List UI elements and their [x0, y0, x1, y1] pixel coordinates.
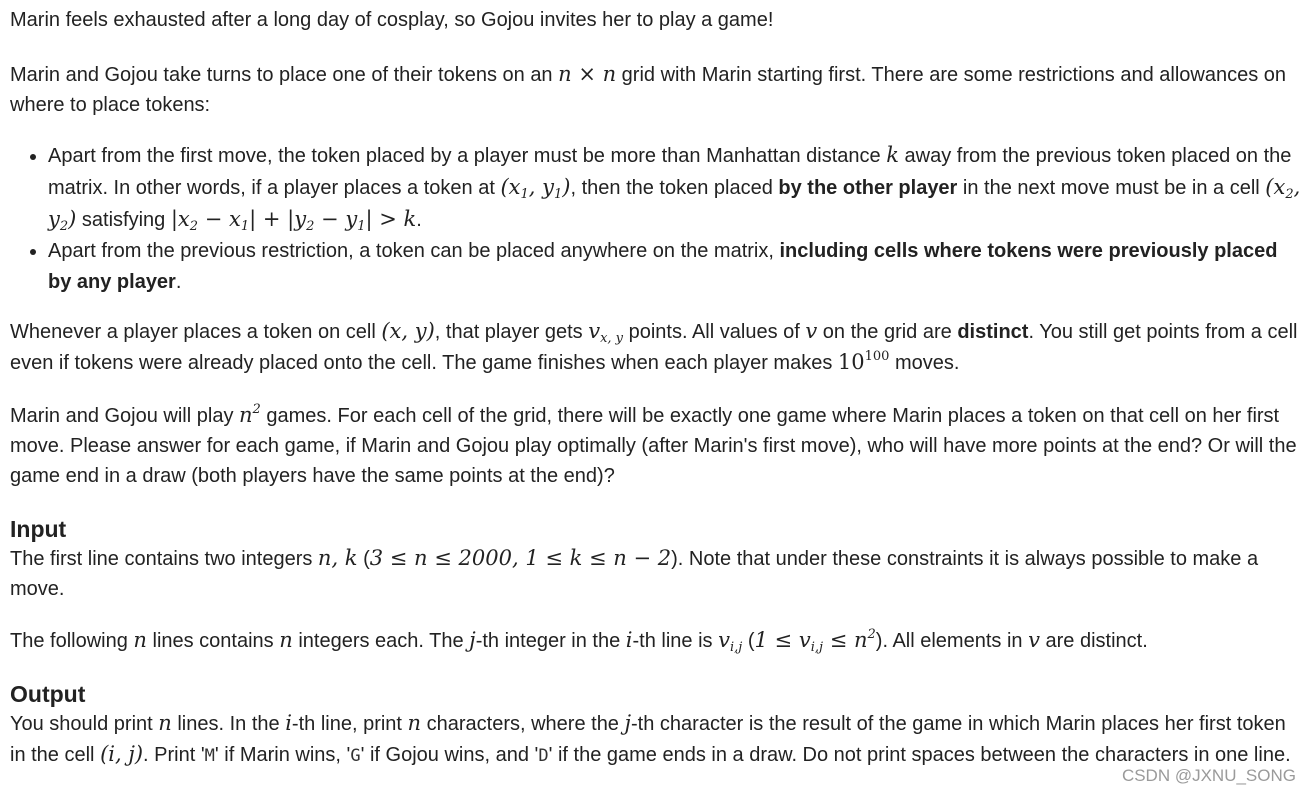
- games-paragraph: [10, 400, 1305, 491]
- output-paragraph: [10, 708, 1305, 771]
- text: . Print ': [143, 744, 205, 766]
- math-k: k: [886, 143, 899, 167]
- math-cell: (x, y): [381, 319, 435, 343]
- math-n-k: n, k: [317, 546, 358, 570]
- math-v: v: [805, 319, 818, 343]
- text: Whenever a player places a token on cell: [10, 321, 382, 343]
- text: ). All elements in: [875, 630, 1029, 652]
- code-g: G: [350, 746, 361, 766]
- bold-text: by the other player: [778, 177, 958, 199]
- text: , then the token placed: [570, 177, 779, 199]
- rule-item: [48, 140, 1305, 236]
- text: ' if Marin wins, ': [214, 744, 351, 766]
- text: satisfying: [76, 209, 171, 231]
- input-heading: Input: [10, 516, 67, 542]
- math-j: j: [469, 628, 476, 652]
- text: Apart from the first move, the token placed by a player must be more than Manhattan distance: [48, 145, 887, 167]
- text: ' if Gojou wins, and ': [360, 744, 539, 766]
- text: Marin and Gojou take turns to place one of their tokens on an: [10, 64, 559, 86]
- text: .: [175, 271, 182, 293]
- code-m: M: [204, 746, 215, 766]
- rule-item: [48, 236, 1305, 298]
- text: (: [357, 548, 370, 570]
- text: . You still get points from a cell even if tokens were already placed onto the cell. The game finishes when each player makes: [10, 321, 1298, 374]
- text: points. All values of: [623, 321, 806, 343]
- text: The first line contains two integers: [10, 548, 318, 570]
- text: integers each. The: [292, 630, 470, 652]
- math-cell-ij: (i, j): [100, 742, 144, 766]
- math-n: n: [279, 628, 293, 652]
- text: , that player gets: [434, 321, 589, 343]
- text: ). Note that under these constraints it is always possible to make a move.: [10, 548, 1259, 600]
- math-j: j: [624, 711, 632, 735]
- text: -th line, print: [291, 713, 408, 735]
- text: grid with Marin starting first. There are some restrictions and allowances on where to place tokens:: [10, 64, 1287, 116]
- text: Apart from the previous restriction, a token can be placed anywhere on the matrix,: [48, 240, 780, 262]
- text: lines contains: [146, 630, 280, 652]
- input-line-2: [10, 625, 1305, 656]
- math-n: n: [407, 711, 422, 735]
- bold-text: including cells where tokens were previously placed by any player: [48, 240, 1278, 293]
- input-line-1: [10, 543, 1305, 604]
- math-v-ij: $v_{i,j}$: [718, 628, 743, 655]
- math-constraints: 3 ≤ n ≤ 2000, 1 ≤ k ≤ n − 2: [369, 546, 672, 570]
- text: ' if the game ends in a draw. Do not print spaces between the characters in one line.: [548, 744, 1291, 766]
- text: games. For each cell of the grid, there will be exactly one game where Marin places a token on that cell on her first move. Please answer for each game, if Marin and Gojou play optimally (after Marin's first move), who will have more points at the end? Or will the game end in a draw (both players have the same points at the end)?: [10, 405, 1297, 487]
- math-point-2: ($x_2$, $y_2$): [48, 175, 1301, 234]
- bold-text: distinct: [957, 321, 1029, 343]
- math-point-1: ($x_1$, $y_1$): [500, 175, 571, 202]
- math-n: n: [158, 711, 172, 735]
- math-n-squared: $n^2$: [239, 402, 261, 427]
- math-i: i: [285, 711, 292, 735]
- text: .: [416, 209, 422, 231]
- math-n: n: [133, 628, 147, 652]
- rules-list: [10, 140, 1305, 298]
- setup-paragraph: [10, 59, 1305, 120]
- text: on the grid are: [817, 321, 958, 343]
- text: in the next move must be in a cell: [957, 177, 1266, 199]
- output-heading: Output: [10, 681, 86, 707]
- math-distance-condition: $|x_2 - x_1| + |y_2 - y_1| > k$: [170, 207, 417, 234]
- text: are distinct.: [1039, 630, 1148, 652]
- text: away from the previous token placed on the matrix. In other words, if a player places a token at: [48, 145, 1292, 199]
- math-grid-size: n × n: [558, 62, 617, 86]
- math-v: v: [1028, 628, 1040, 652]
- text: -th character is the result of the game in which Marin places her first token in the cell: [10, 713, 1286, 766]
- text: moves.: [889, 352, 960, 374]
- text: -th line is: [632, 630, 719, 652]
- text: characters, where the: [421, 713, 625, 735]
- text: (: [742, 630, 755, 652]
- math-v-xy: $v_{x, y}$: [588, 319, 624, 346]
- math-i: i: [625, 628, 633, 652]
- text: Marin and Gojou will play: [10, 405, 239, 427]
- text: lines. In the: [171, 713, 286, 735]
- scoring-paragraph: [10, 316, 1305, 378]
- math-v-range: $1 \le v_{i,j} \le n^2$: [754, 627, 876, 655]
- intro-paragraph: Marin feels exhausted after a long day of cosplay, so Gojou invites her to play a game!: [10, 9, 774, 31]
- watermark: CSDN @JXNU_SONG: [1121, 766, 1296, 785]
- text: You should print: [10, 713, 159, 735]
- math-move-count: $10^{100}$: [837, 349, 890, 374]
- text: The following: [10, 630, 134, 652]
- code-d: D: [538, 746, 549, 766]
- text: -th integer in the: [475, 630, 626, 652]
- problem-statement: [10, 0, 1305, 771]
